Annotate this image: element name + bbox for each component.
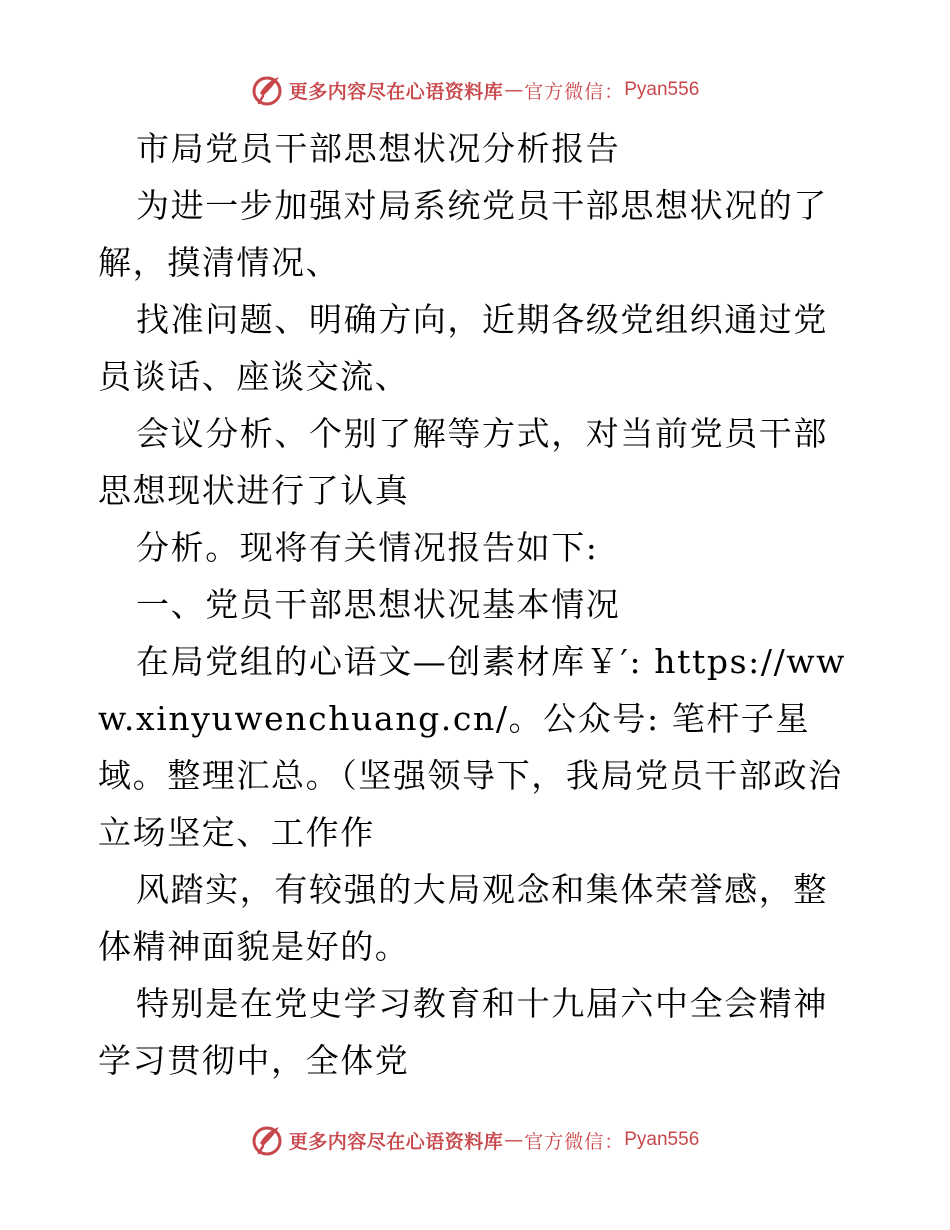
watermark-wechat-id: Pyan556 — [624, 1129, 700, 1150]
quill-heart-logo-icon — [251, 1123, 285, 1157]
header-watermark — [0, 72, 950, 108]
watermark-official-text: 官方微信： — [524, 1130, 625, 1153]
paragraph: 在局党组的心语文—创素材库￥′: https://www.xinyuwenchuang.cn/。公众号: 笔杆子星域。整理汇总。（坚强领导下，我局党员干部政治立场坚定、工作作 — [98, 642, 846, 852]
document-title: 市局党员干部思想状况分析报告 — [136, 129, 621, 168]
footer-watermark — [0, 1122, 950, 1158]
paragraph: 找准问题、明确方向，近期各级党组织通过党员谈话、座谈交流、 — [98, 300, 828, 396]
paragraph: 为进一步加强对局系统党员干部思想状况的了解，摸清情况、 — [98, 186, 828, 282]
watermark-main-text: 更多内容尽在心语资料库 — [288, 1130, 504, 1153]
watermark-dash: — — [504, 1129, 524, 1151]
paragraph: 分析。现将有关情况报告如下: — [136, 528, 599, 567]
watermark-wechat-id: Pyan556 — [624, 79, 700, 100]
watermark-main-text: 更多内容尽在心语资料库 — [288, 80, 504, 103]
paragraph: 特别是在党史学习教育和十九届六中全会精神学习贯彻中，全体党 — [98, 984, 828, 1080]
paragraph: 风踏实，有较强的大局观念和集体荣誉感，整体精神面貌是好的。 — [98, 870, 828, 966]
watermark-dash: — — [504, 79, 524, 101]
paragraph: 会议分析、个别了解等方式，对当前党员干部思想现状进行了认真 — [98, 414, 828, 510]
quill-heart-logo-icon — [251, 73, 285, 107]
document-body — [98, 120, 858, 1089]
watermark-official-text: 官方微信： — [524, 80, 625, 103]
section-heading: 一、党员干部思想状况基本情况 — [136, 585, 621, 624]
